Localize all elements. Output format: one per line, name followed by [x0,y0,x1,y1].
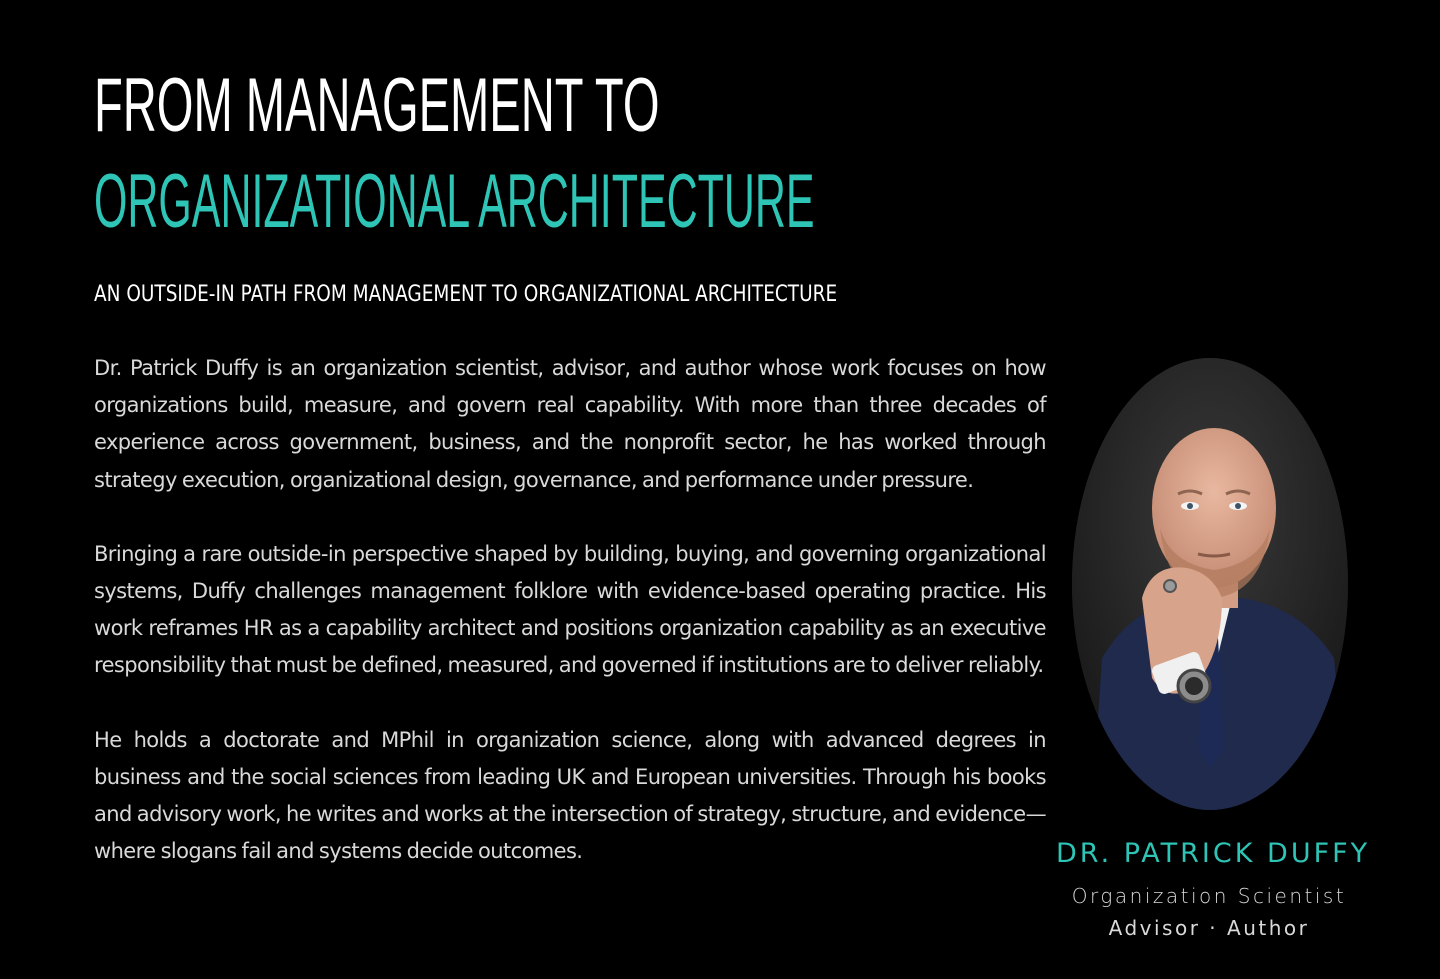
page-subtitle: AN OUTSIDE-IN PATH FROM MANAGEMENT TO ORGANIZATIONAL ARCHITECTURE [94,282,838,307]
bio-paragraph-2: Bringing a rare outside-in perspective shaped by building, buying, and governing organizational systems, Duffy challenges management folklore with evidence-based operating practice. His work reframes HR as a capability architect and positions organization capability as an executive responsibility that must be defined, measured, and governed if institutions are to deliver reliably. [94,541,1046,678]
author-role: Organization Scientist [1071,884,1347,908]
author-tags: Advisor · Author [1108,916,1310,940]
title-line-primary: FROM MANAGEMENT TO [94,63,660,148]
title-line-accent: ORGANIZATIONAL ARCHITECTURE [94,159,815,244]
page-title [94,50,1369,242]
bio-paragraph-3: He holds a doctorate and MPhil in organization science, along with advanced degrees in business and the social sciences from leading UK and European universities. Through his books and advisory work, he writes and works at the intersection of strategy, structure, and evidence—where slogans fail and systems decide outcomes. [94,727,1046,864]
author-name: DR. PATRICK DUFFY [1056,838,1371,869]
portrait-illustration [1072,358,1348,810]
author-portrait [1072,358,1348,810]
bio-section [94,350,1046,907]
bio-paragraph-1: Dr. Patrick Duffy is an organization scientist, advisor, and author whose work focuses on how organizations build, measure, and govern real capability. With more than three decades of experience across government, business, and the nonprofit sector, he has worked through strategy execution, organizational design, governance, and performance under pressure. [94,356,1046,492]
